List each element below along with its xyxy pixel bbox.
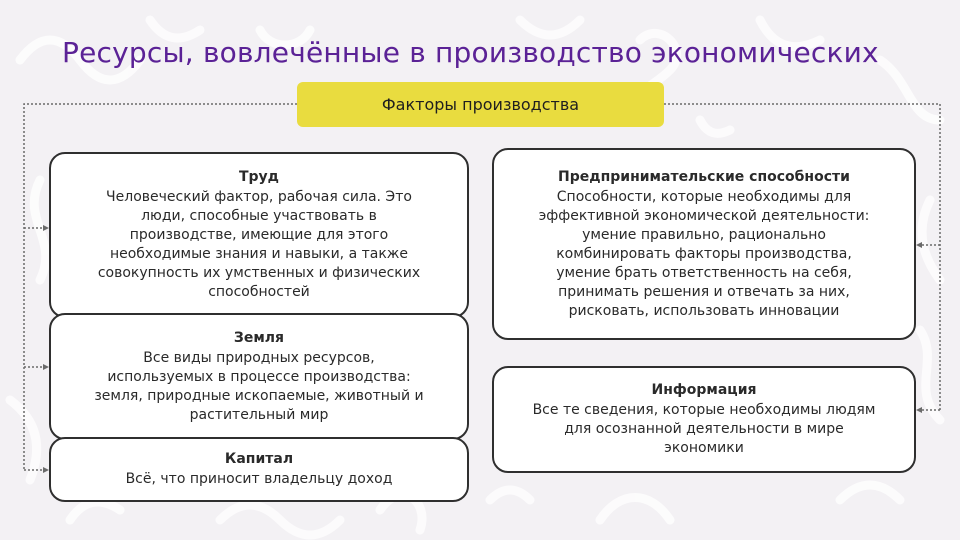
arrowhead-information xyxy=(916,407,922,413)
card-capital xyxy=(49,437,469,502)
card-land-text: Все виды природных ресурсов, используемых в процессе производства: земля, природные ископаемые, животный и растительный мир xyxy=(94,349,424,423)
card-land xyxy=(49,313,469,440)
card-entrepreneurship-text: Способности, которые необходимы для эффективной экономической деятельности: умение правильно, рационально комбинировать факторы производства, умение брать ответственность на себя, принимать решения и отвечать за них, рисковать, использовать инновации xyxy=(538,188,870,319)
card-information xyxy=(492,366,916,473)
factors-header: Факторы производства xyxy=(297,82,664,127)
card-entrepreneurship-title: Предпринимательские способности xyxy=(558,168,850,185)
card-labor-text: Человеческий фактор, рабочая сила. Это люди, способные участвовать в производстве, имеющие для этого необходимые знания и навыки, а также совокупность их умственных и физических способностей xyxy=(97,189,421,300)
card-labor xyxy=(49,152,469,318)
card-capital-text: Всё, что приносит владельцу доход xyxy=(125,471,393,487)
card-information-text: Все те сведения, которые необходимы людям для осознанной деятельности в мире экономики xyxy=(532,402,876,456)
card-land-title: Земля xyxy=(233,329,285,346)
card-capital-title: Капитал xyxy=(224,451,294,467)
slide-title: Ресурсы, вовлечённые в производство экономических xyxy=(62,36,879,69)
card-labor-title: Труд xyxy=(238,169,279,185)
card-information-title: Информация xyxy=(651,382,757,398)
card-entrepreneurship xyxy=(492,148,916,340)
arrowhead-entrepreneurship xyxy=(916,242,922,248)
